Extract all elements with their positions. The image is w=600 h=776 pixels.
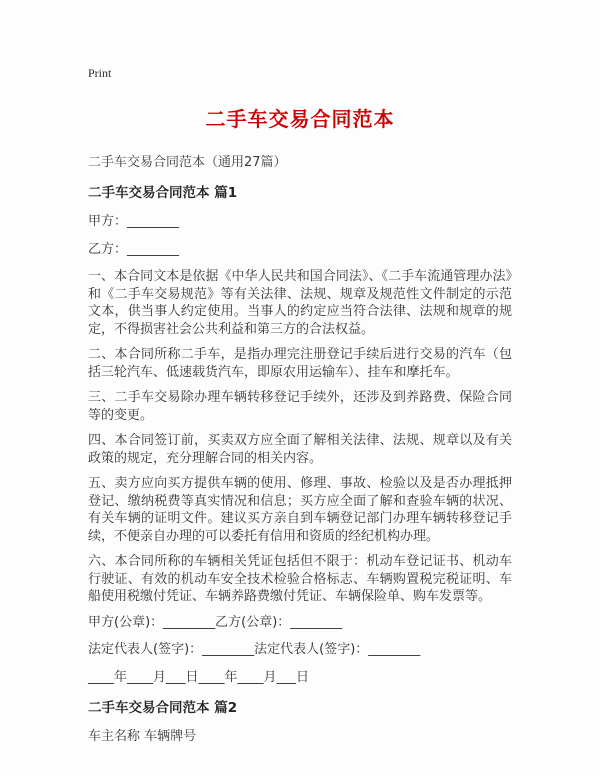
section-2-heading: 二手车交易合同范本 篇2 <box>88 700 238 716</box>
document-title: 二手车交易合同范本 <box>205 107 395 131</box>
legal-representative-line: 法定代表人(签字)：________法定代表人(签字)：________ <box>88 642 421 657</box>
print-button[interactable]: Print <box>88 66 112 80</box>
clause-3: 三、二手车交易除办理车辆转移登记手续外，还涉及到养路费、保险合同等的变更。 <box>88 390 512 423</box>
clause-5: 五、卖方应向买方提供车辆的使用、修理、事故、检验以及是否办理抵押登记、缴纳税费等真实情况和信息；买方应全面了解和查验车辆的状况、有关车辆的证明文件。建议买方亲自到车辆登记部门办理车辆转移登记手续，不便亲自办理的可以委托有信用和资质的经纪机构办理。 <box>88 476 512 544</box>
clause-1: 一、本合同文本是依据《中华人民共和国合同法》、《二手车流通管理办法》和《二手车交易规范》等有关法律、法规、规章及规范性文件制定的示范文本，供当事人约定使用。当事人的约定应当符合法律、法规和规章的规定，不得损害社会公共利益和第三方的合法权益。 <box>88 269 512 337</box>
section-1-heading: 二手车交易合同范本 篇1 <box>88 185 238 201</box>
document-subtitle: 二手车交易合同范本（通用27篇） <box>88 155 287 170</box>
party-b-line: 乙方：________ <box>88 241 180 257</box>
clause-2: 二、本合同所称二手车，是指办理完注册登记手续后进行交易的汽车（包括三轮汽车、低速载货汽车，即原农用运输车）、挂车和摩托车。 <box>88 347 512 380</box>
owner-name-plate-line: 车主名称 车辆牌号 <box>88 729 197 744</box>
seal-signature-line: 甲方(公章)：________乙方(公章)：________ <box>88 614 343 630</box>
party-a-line: 甲方：________ <box>88 214 180 229</box>
clause-6: 六、本合同所称的车辆相关凭证包括但不限于：机动车登记证书、机动车行驶证、有效的机动车安全技术检验合格标志、车辆购置税完税证明、车船使用税缴付凭证、车辆养路费缴付凭证、车辆保险单、购车发票等。 <box>88 554 512 604</box>
clause-4: 四、本合同签订前，买卖双方应全面了解相关法律、法规、规章以及有关政策的规定，充分理解合同的相关内容。 <box>88 433 512 466</box>
date-line: ____年____月___日____年____月___日 <box>88 669 310 685</box>
